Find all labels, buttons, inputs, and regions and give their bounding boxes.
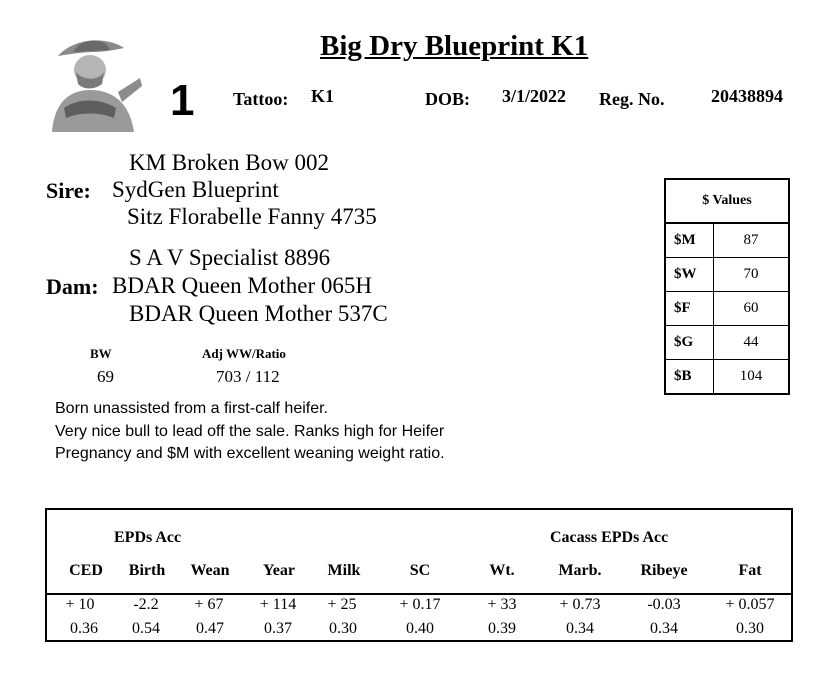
dollar-key: $G xyxy=(666,326,714,360)
ww-label: Adj WW/Ratio xyxy=(202,346,286,361)
epd-value: + 0.057 xyxy=(725,596,775,613)
epd-value: -2.2 xyxy=(133,596,159,613)
tattoo-label: Tattoo: xyxy=(233,89,289,109)
bw-label: BW xyxy=(90,346,112,361)
dollar-value: 70 xyxy=(714,258,789,292)
reg-value: 20438894 xyxy=(711,86,783,106)
remark-line: Very nice bull to lead off the sale. Ranks high for Heifer xyxy=(55,422,445,440)
dob-label: DOB: xyxy=(425,89,470,109)
epd-col-fat: Fat xyxy=(738,562,762,579)
dollar-key: $B xyxy=(666,360,714,394)
reg-label: Reg. No. xyxy=(599,89,665,109)
dollar-key: $F xyxy=(666,292,714,326)
dam-label: Dam: xyxy=(46,274,99,299)
lot-number: 1 xyxy=(170,76,195,125)
dollar-value: 44 xyxy=(714,326,789,360)
sire-label: Sire: xyxy=(46,178,91,203)
acc-value: 0.54 xyxy=(132,620,160,637)
table-row xyxy=(666,326,788,360)
bw-value: 69 xyxy=(97,367,114,386)
acc-value: 0.39 xyxy=(488,620,516,637)
acc-value: 0.30 xyxy=(736,620,764,637)
acc-value: 0.34 xyxy=(650,620,678,637)
epd-value: + 0.17 xyxy=(399,596,441,613)
epd-col-sc: SC xyxy=(409,562,431,579)
epd-col-wean: Wean xyxy=(190,562,230,579)
dam-sire: S A V Specialist 8896 xyxy=(129,245,331,270)
acc-value: 0.34 xyxy=(566,620,594,637)
dollar-value: 60 xyxy=(714,292,789,326)
dollar-values-table xyxy=(664,178,790,395)
remarks xyxy=(55,398,575,466)
epd-group-label: EPDs Acc xyxy=(114,529,182,546)
dob-value: 3/1/2022 xyxy=(502,86,567,106)
acc-value: 0.47 xyxy=(196,620,224,637)
table-row xyxy=(666,360,788,394)
epd-value: + 10 xyxy=(65,596,95,613)
remark-line: Born unassisted from a first-calf heifer. xyxy=(55,400,328,417)
epd-col-year: Year xyxy=(263,562,295,579)
acc-value: 0.30 xyxy=(329,620,357,637)
epd-header xyxy=(47,510,791,595)
table-row xyxy=(666,292,788,326)
dollar-key: $M xyxy=(666,223,714,258)
sire-sire: KM Broken Bow 002 xyxy=(129,150,329,175)
epd-col-ribeye: Ribeye xyxy=(640,562,688,579)
table-row xyxy=(666,258,788,292)
acc-value: 0.40 xyxy=(406,620,434,637)
epd-value: + 25 xyxy=(327,596,357,613)
ww-value: 703 / 112 xyxy=(216,367,280,386)
epd-value: + 67 xyxy=(194,596,224,613)
dollar-values-header: $ Values xyxy=(666,180,788,223)
tattoo-value: K1 xyxy=(311,86,335,106)
dam-dam: BDAR Queen Mother 537C xyxy=(129,301,388,326)
epd-table xyxy=(45,508,793,642)
acc-value: 0.37 xyxy=(264,620,292,637)
epd-value: + 0.73 xyxy=(559,596,601,613)
sire-name: SydGen Blueprint xyxy=(112,177,279,202)
dollar-value: 104 xyxy=(714,360,789,394)
carcass-group-label: Cacass EPDs Acc xyxy=(550,529,669,546)
page-title: Big Dry Blueprint K1 xyxy=(320,30,589,62)
acc-value: 0.36 xyxy=(70,620,98,637)
epd-col-milk: Milk xyxy=(327,562,361,579)
cowboy-logo xyxy=(44,32,144,132)
epd-col-marb: Marb. xyxy=(558,562,602,579)
table-row xyxy=(666,223,788,258)
epd-col-wt: Wt. xyxy=(489,562,515,579)
dollar-key: $W xyxy=(666,258,714,292)
dollar-value: 87 xyxy=(714,223,789,258)
epd-value: -0.03 xyxy=(647,596,681,613)
epd-value: + 114 xyxy=(259,596,297,613)
sire-dam: Sitz Florabelle Fanny 4735 xyxy=(127,204,377,229)
dam-name: BDAR Queen Mother 065H xyxy=(112,273,372,298)
remark-line: Pregnancy and $M with excellent weaning weight ratio. xyxy=(55,445,445,462)
epd-value: + 33 xyxy=(487,596,517,613)
epd-col-ced: CED xyxy=(69,562,103,579)
epd-col-birth: Birth xyxy=(128,562,166,579)
